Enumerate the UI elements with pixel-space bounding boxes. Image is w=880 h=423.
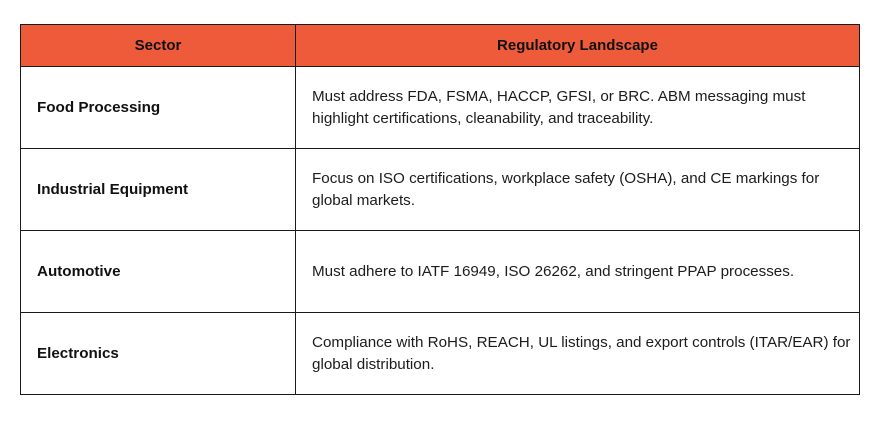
header-regulatory-landscape: Regulatory Landscape: [296, 25, 860, 67]
table-header: [21, 25, 860, 67]
header-row: [21, 25, 860, 67]
regulatory-table-container: [20, 24, 859, 395]
table-row: [21, 231, 860, 313]
table-row: [21, 149, 860, 231]
sector-cell: Food Processing: [21, 67, 296, 149]
regulatory-table: [20, 24, 860, 395]
header-sector: Sector: [21, 25, 296, 67]
landscape-cell: Must adhere to IATF 16949, ISO 26262, and stringent PPAP processes.: [296, 231, 860, 313]
sector-cell: Industrial Equipment: [21, 149, 296, 231]
table-body: [21, 67, 860, 395]
landscape-cell: Must address FDA, FSMA, HACCP, GFSI, or BRC. ABM messaging must highlight certifications, cleanability, and traceability.: [296, 67, 860, 149]
sector-cell: Automotive: [21, 231, 296, 313]
landscape-cell: Focus on ISO certifications, workplace safety (OSHA), and CE markings for global markets.: [296, 149, 860, 231]
table-row: [21, 67, 860, 149]
table-row: [21, 313, 860, 395]
sector-cell: Electronics: [21, 313, 296, 395]
landscape-cell: Compliance with RoHS, REACH, UL listings, and export controls (ITAR/EAR) for global distribution.: [296, 313, 860, 395]
